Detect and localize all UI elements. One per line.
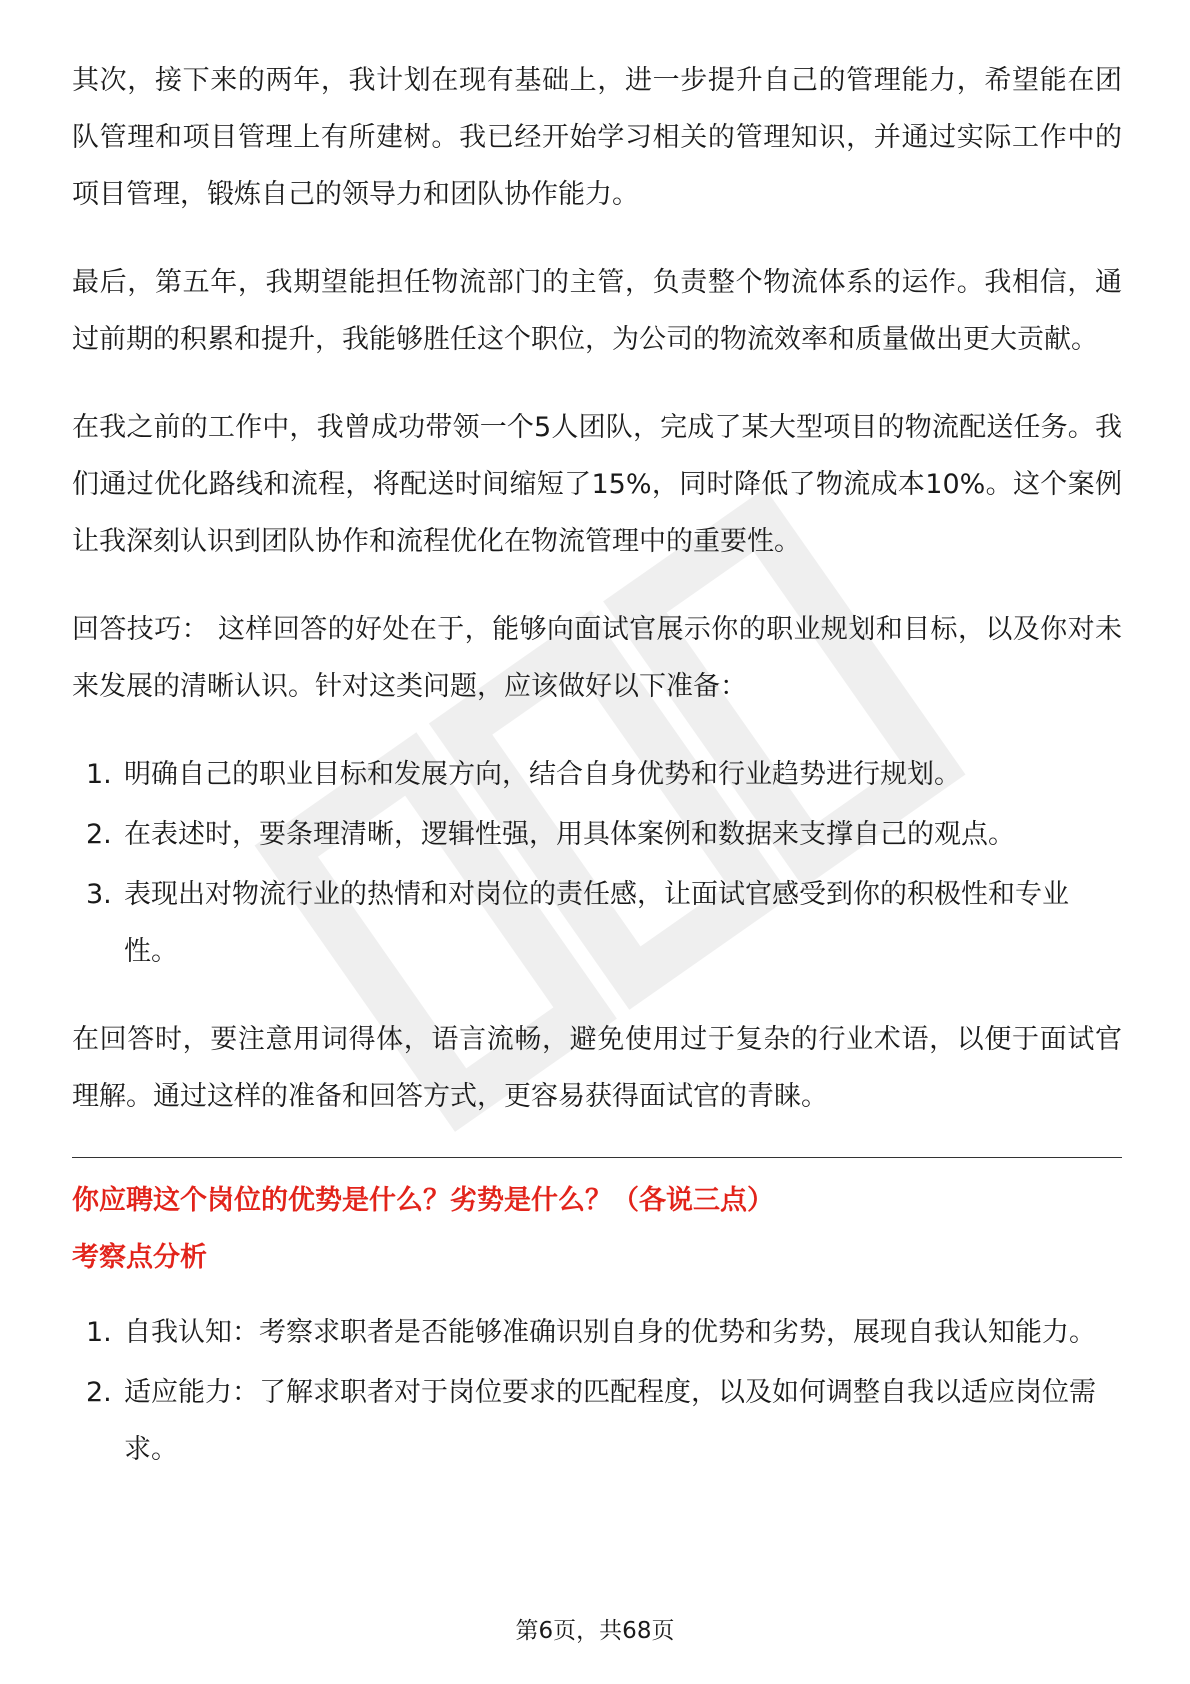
analysis-list xyxy=(72,1304,1122,1478)
list-item-text: 表现出对物流行业的热情和对岗位的责任感，让面试官感受到你的积极性和专业性。 xyxy=(124,879,1069,967)
section-divider xyxy=(72,1157,1122,1158)
list-item xyxy=(72,806,1122,863)
paragraph-closing: 在回答时，要注意用词得体，语言流畅，避免使用过于复杂的行业术语，以便于面试官理解。通过这样的准备和回答方式，更容易获得面试官的青睐。 xyxy=(72,1024,1122,1112)
list-item-number: 1. xyxy=(86,1317,112,1348)
list-item-text: 适应能力：了解求职者对于岗位要求的匹配程度，以及如何调整自我以适应岗位需求。 xyxy=(124,1377,1096,1465)
paragraph-plan-two-years: 其次，接下来的两年，我计划在现有基础上，进一步提升自己的管理能力，希望能在团队管理和项目管理上有所建树。我已经开始学习相关的管理知识，并通过实际工作中的项目管理，锻炼自己的领导力和团队协作能力。 xyxy=(72,65,1122,210)
document-page xyxy=(72,52,1122,1509)
list-item-text: 明确自己的职业目标和发展方向，结合自身优势和行业趋势进行规划。 xyxy=(124,759,961,790)
paragraph-past-case: 在我之前的工作中，我曾成功带领一个5人团队，完成了某大型项目的物流配送任务。我们通过优化路线和流程，将配送时间缩短了15%，同时降低了物流成本10%。这个案例让我深刻认识到团队协作和流程优化在物流管理中的重要性。 xyxy=(72,412,1122,557)
question-title: 你应聘这个岗位的优势是什么？劣势是什么？（各说三点） xyxy=(72,1185,774,1216)
list-item xyxy=(72,866,1122,980)
tips-list xyxy=(72,746,1122,980)
list-item xyxy=(72,1304,1122,1361)
list-item-number: 2. xyxy=(86,1377,112,1408)
page-footer: 第6页，共68页 xyxy=(515,1618,675,1644)
list-item-number: 1. xyxy=(86,759,112,790)
list-item-text: 在表述时，要条理清晰，逻辑性强，用具体案例和数据来支撑自己的观点。 xyxy=(124,819,1015,850)
list-item xyxy=(72,746,1122,803)
analysis-heading: 考察点分析 xyxy=(72,1242,207,1273)
list-item xyxy=(72,1364,1122,1478)
paragraph-plan-fifth-year: 最后，第五年，我期望能担任物流部门的主管，负责整个物流体系的运作。我相信，通过前期的积累和提升，我能够胜任这个职位，为公司的物流效率和质量做出更大贡献。 xyxy=(72,267,1122,355)
paragraph-answer-tips: 回答技巧： 这样回答的好处在于，能够向面试官展示你的职业规划和目标，以及你对未来发展的清晰认识。针对这类问题，应该做好以下准备： xyxy=(72,614,1122,702)
list-item-number: 2. xyxy=(86,819,112,850)
list-item-number: 3. xyxy=(86,879,112,910)
list-item-text: 自我认知：考察求职者是否能够准确识别自身的优势和劣势，展现自我认知能力。 xyxy=(124,1317,1096,1348)
